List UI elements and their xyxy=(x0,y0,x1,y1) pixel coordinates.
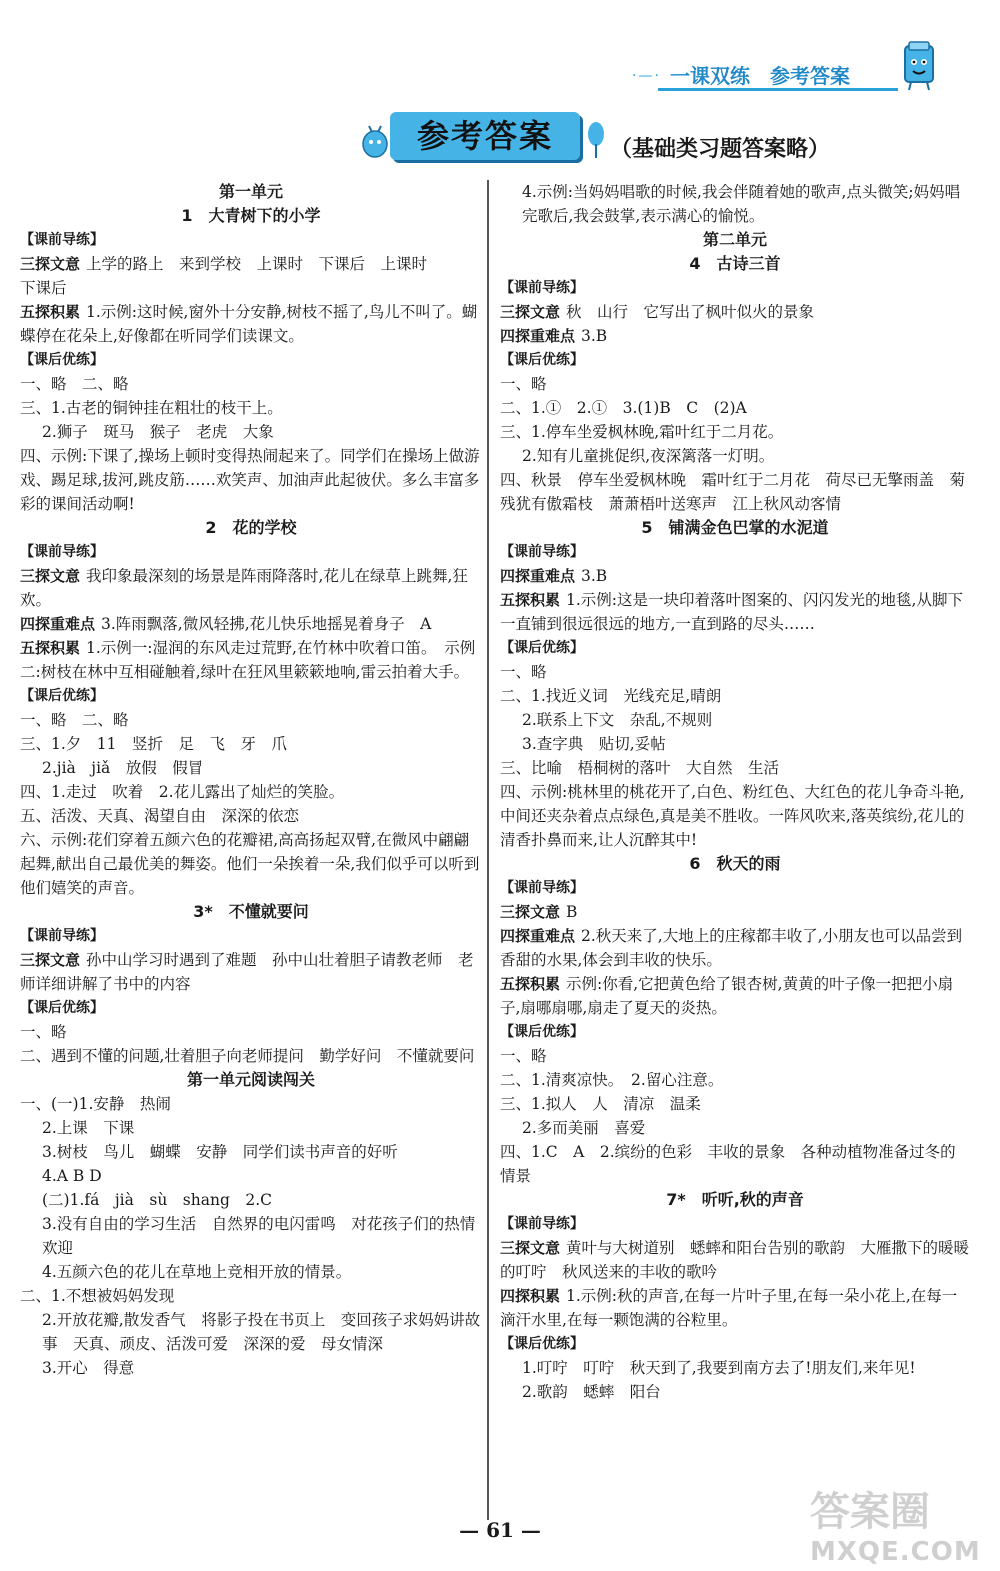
answer-text: 三、比喻 梧桐树的落叶 大自然 生活 xyxy=(500,759,780,777)
answer-text: 3.B xyxy=(581,327,608,345)
answer-line xyxy=(20,444,482,516)
answer-text: 一、(一)1.安静 热闹 xyxy=(20,1095,171,1113)
answer-line xyxy=(20,780,482,804)
answer-text: 四、秋景 停车坐爱枫林晚 霜叶红于二月花 荷尽已无擎雨盖 菊残犹有傲霜枝 萧萧梧叶送寒声 江上秋风动客情 xyxy=(500,471,966,513)
answer-line xyxy=(500,924,970,972)
answer-line xyxy=(20,1212,482,1260)
answer-label: 四探重难点 xyxy=(20,615,96,633)
answer-text: 1.叮咛 叮咛 秋天到了,我要到南方去了!朋友们,来年见! xyxy=(522,1359,916,1377)
answer-line xyxy=(20,1092,482,1116)
answer-line xyxy=(20,708,482,732)
answer-line xyxy=(500,756,970,780)
answer-line xyxy=(20,732,482,756)
section-tag: 【课前导练】 xyxy=(500,880,584,896)
answer-label: 三探文意 xyxy=(500,903,561,921)
answer-line xyxy=(500,396,970,420)
answer-text: 三、1.夕 11 竖折 足 飞 牙 爪 xyxy=(20,735,288,753)
answer-line xyxy=(20,1284,482,1308)
lesson-heading: 6 秋天的雨 xyxy=(689,854,781,873)
answer-line xyxy=(20,1260,482,1284)
section-tag: 【课后优练】 xyxy=(20,1000,104,1016)
answer-label: 三探文意 xyxy=(500,1239,561,1257)
answer-line xyxy=(20,948,482,996)
header-dots: ·—· xyxy=(632,68,661,84)
answer-text: 五、活泼、天真、渴望自由 深深的依恋 xyxy=(20,807,300,825)
answer-line xyxy=(20,804,482,828)
answer-line xyxy=(20,1356,482,1380)
answer-text: 一、略 二、略 xyxy=(20,711,129,729)
answer-text: 1.示例:秋的声音,在每一片叶子里,在每一朵小花上,在每一滴汗水里,在每一颗饱满的谷粒里。 xyxy=(500,1287,958,1329)
answer-line xyxy=(500,1380,970,1404)
answer-label: 四探重难点 xyxy=(500,927,576,945)
answer-text: 3.树枝 鸟儿 蝴蝶 安静 同学们读书声音的好听 xyxy=(42,1143,398,1161)
watermark-top: 答案圈 xyxy=(810,1489,930,1535)
answer-text: 上学的路上 来到学校 上课时 下课后 上课时 xyxy=(86,255,428,273)
section-tag: 【课前导练】 xyxy=(20,928,104,944)
answer-line xyxy=(20,1188,482,1212)
answer-label: 四探积累 xyxy=(500,1287,561,1305)
answer-line xyxy=(20,1308,482,1356)
answer-line xyxy=(20,1140,482,1164)
answer-line xyxy=(20,372,482,396)
answer-text: 2.多而美丽 喜爱 xyxy=(522,1119,646,1137)
answer-text: 六、示例:花们穿着五颜六色的花瓣裙,高高扬起双臂,在微风中翩翩起舞,献出自己最优美的舞姿。他们一朵挨着一朵,我们似乎可以听到他们嬉笑的声音。 xyxy=(20,831,480,897)
answer-text: 秋 山行 它写出了枫叶似火的景象 xyxy=(566,303,815,321)
answer-text: 2.知有儿童挑促织,夜深篱落一灯明。 xyxy=(522,447,775,465)
answer-line xyxy=(20,612,482,636)
watermark-bottom: MXQE.COM xyxy=(810,1537,981,1567)
subtitle: （基础类习题答案略） xyxy=(610,137,831,162)
answer-line xyxy=(20,1164,482,1188)
header-banner xyxy=(630,58,910,94)
answer-line xyxy=(500,300,970,324)
answer-text: 3.没有自由的学习生活 自然界的电闪雷鸣 对花孩子们的热情欢迎 xyxy=(42,1215,476,1257)
answer-text: 二、1.① 2.① 3.(1)B C (2)A xyxy=(500,399,747,417)
answer-line xyxy=(20,396,482,420)
section-tag: 【课前导练】 xyxy=(500,280,584,296)
section-tag: 【课后优练】 xyxy=(20,688,104,704)
answer-text: 二、1.找近义词 光线充足,晴朗 xyxy=(500,687,722,705)
answer-text: 1.示例:这是一块印着落叶图案的、闪闪发光的地毯,从脚下一直铺到很远很远的地方,一直到路的尽头…… xyxy=(500,591,963,633)
answer-text: 2.上课 下课 xyxy=(42,1119,135,1137)
answer-label: 五探积累 xyxy=(500,591,561,609)
title-badge xyxy=(390,112,580,160)
answer-line xyxy=(20,828,482,900)
answer-line xyxy=(500,1284,970,1332)
answer-label: 三探文意 xyxy=(20,567,81,585)
tree-icon xyxy=(586,120,606,160)
header-title: 一课双练 参考答案 xyxy=(670,64,850,88)
answer-line xyxy=(500,444,970,468)
answer-text: 四、示例:桃林里的桃花开了,白色、粉红色、大红色的花儿争奇斗艳,中间还夹杂着点点绿色,真是美不胜收。一阵风吹来,落英缤纷,花儿的清香扑鼻而来,让人沉醉其中! xyxy=(500,783,965,849)
answer-line xyxy=(20,1020,482,1044)
page-number: — 61 — xyxy=(459,1518,541,1542)
answer-label: 五探积累 xyxy=(500,975,561,993)
answer-line xyxy=(500,780,970,852)
watermark xyxy=(810,1480,990,1567)
answer-line xyxy=(20,300,482,348)
answer-line xyxy=(20,420,482,444)
section-tag: 【课前导练】 xyxy=(20,232,104,248)
answer-line xyxy=(500,324,970,348)
answer-line xyxy=(500,660,970,684)
answer-text: 4.五颜六色的花儿在草地上竞相开放的情景。 xyxy=(42,1263,352,1281)
answer-label: 四探重难点 xyxy=(500,327,576,345)
answer-line xyxy=(500,180,970,228)
answer-text: 1.示例:这时候,窗外十分安静,树枝不摇了,鸟儿不叫了。蝴蝶停在花朵上,好像都在听同学们读课文。 xyxy=(20,303,478,345)
page-title: 参考答案 xyxy=(416,117,553,155)
answer-text: 2.秋天来了,大地上的庄稼都丰收了,小朋友也可以品尝到香甜的水果,体会到丰收的快乐。 xyxy=(500,927,963,969)
unit-heading: 第一单元 xyxy=(218,182,283,201)
section-tag: 【课前导练】 xyxy=(500,544,584,560)
answer-text: 我印象最深刻的场景是阵雨降落时,花儿在绿草上跳舞,狂欢。 xyxy=(20,567,468,609)
answer-text: 二、1.不想被妈妈发现 xyxy=(20,1287,175,1305)
answer-text: 下课后 xyxy=(20,279,67,297)
answer-text: 一、略 xyxy=(500,1047,547,1065)
answer-text: 黄叶与大树道别 蟋蟀和阳台告别的歌韵 大雁撒下的暖暖的叮咛 秋风送来的丰收的歌吟 xyxy=(500,1239,970,1281)
answer-line xyxy=(500,468,970,516)
answer-text: 4.A B D xyxy=(42,1167,102,1185)
lesson-heading: 4 古诗三首 xyxy=(689,254,781,273)
unit-heading: 第二单元 xyxy=(702,230,767,249)
section-tag: 【课前导练】 xyxy=(20,544,104,560)
section-tag: 【课后优练】 xyxy=(500,640,584,656)
lesson-heading: 5 铺满金色巴掌的水泥道 xyxy=(641,518,829,537)
answer-line xyxy=(500,1140,970,1188)
book-mascot-icon xyxy=(895,40,943,92)
section-tag: 【课前导练】 xyxy=(500,1216,584,1232)
answer-text: 4.示例:当妈妈唱歌的时候,我会伴随着她的歌声,点头微笑;妈妈唱完歌后,我会鼓掌,表示满心的愉悦。 xyxy=(522,183,961,225)
answer-text: 三、1.拟人 人 清凉 温柔 xyxy=(500,1095,701,1113)
answer-text: 3.B xyxy=(581,567,608,585)
answer-text: 一、略 xyxy=(500,663,547,681)
column-divider xyxy=(487,180,489,1520)
answer-label: 五探积累 xyxy=(20,639,81,657)
right-column xyxy=(500,180,970,1404)
section-tag: 【课后优练】 xyxy=(20,352,104,368)
answer-text: (二)1.fá jià sù shang 2.C xyxy=(42,1191,273,1209)
lesson-heading: 1 大青树下的小学 xyxy=(181,206,321,225)
answer-label: 三探文意 xyxy=(500,303,561,321)
answer-text: 二、遇到不懂的问题,壮着胆子向老师提问 勤学好问 不懂就要问 xyxy=(20,1047,475,1065)
lesson-heading: 7* 听听,秋的声音 xyxy=(666,1190,804,1209)
answer-line xyxy=(500,1068,970,1092)
answer-line xyxy=(20,1044,482,1068)
answer-text: 2.jià jiǎ 放假 假冒 xyxy=(42,759,204,777)
answer-text: 示例:你看,它把黄色给了银杏树,黄黄的叶子像一把把小扇子,扇哪扇哪,扇走了夏天的炎热。 xyxy=(500,975,954,1017)
answer-line xyxy=(500,972,970,1020)
section-tag: 【课后优练】 xyxy=(500,1336,584,1352)
answer-text: 四、1.走过 吹着 2.花儿露出了灿烂的笑脸。 xyxy=(20,783,345,801)
lesson-heading: 第一单元阅读闯关 xyxy=(186,1070,315,1089)
answer-line xyxy=(500,1236,970,1284)
answer-text: 3.开心 得意 xyxy=(42,1359,135,1377)
answer-line xyxy=(20,252,482,276)
answer-line xyxy=(500,1356,970,1380)
answer-text: 2.歌韵 蟋蟀 阳台 xyxy=(522,1383,661,1401)
header-underline xyxy=(658,88,898,91)
answer-text: 3.阵雨飘落,微风轻拂,花儿快乐地摇晃着身子 A xyxy=(101,615,432,633)
answer-label: 三探文意 xyxy=(20,951,81,969)
cartoon-character-icon xyxy=(360,118,390,160)
title-block xyxy=(360,112,880,172)
answer-text: 2.狮子 斑马 猴子 老虎 大象 xyxy=(42,423,274,441)
answer-line xyxy=(500,732,970,756)
section-tag: 【课后优练】 xyxy=(500,1024,584,1040)
answer-text: 三、1.停车坐爱枫林晚,霜叶红于二月花。 xyxy=(500,423,784,441)
answer-label: 五探积累 xyxy=(20,303,81,321)
answer-text: 孙中山学习时遇到了难题 孙中山壮着胆子请教老师 老师详细讲解了书中的内容 xyxy=(20,951,474,993)
answer-text: B xyxy=(566,903,578,921)
answer-line xyxy=(20,564,482,612)
answer-line xyxy=(500,1116,970,1140)
answer-line xyxy=(500,1044,970,1068)
answer-text: 四、示例:下课了,操场上顿时变得热闹起来了。同学们在操场上做游戏、踢足球,拔河,跳皮筋……欢笑声、加油声此起彼伏。多么丰富多彩的课间活动啊! xyxy=(20,447,480,513)
answer-text: 1.示例一:湿润的东风走过荒野,在竹林中吹着口笛。 示例二:树枝在林中互相碰触着,绿叶在狂风里簌簌地响,雷云拍着大手。 xyxy=(20,639,476,681)
left-column xyxy=(20,180,482,1380)
answer-line xyxy=(20,276,482,300)
answer-line xyxy=(500,708,970,732)
section-tag: 【课后优练】 xyxy=(500,352,584,368)
answer-line xyxy=(500,588,970,636)
answer-line xyxy=(500,900,970,924)
answer-line xyxy=(500,564,970,588)
answer-text: 一、略 xyxy=(20,1023,67,1041)
answer-text: 二、1.清爽凉快。 2.留心注意。 xyxy=(500,1071,724,1089)
answer-text: 一、略 xyxy=(500,375,547,393)
answer-line xyxy=(20,1116,482,1140)
answer-text: 2.联系上下文 杂乱,不规则 xyxy=(522,711,713,729)
lesson-heading: 3* 不懂就要问 xyxy=(193,902,309,921)
lesson-heading: 2 花的学校 xyxy=(205,518,297,537)
answer-line xyxy=(20,636,482,684)
answer-text: 四、1.C A 2.缤纷的色彩 丰收的景象 各种动植物准备过冬的情景 xyxy=(500,1143,956,1185)
answer-line xyxy=(500,372,970,396)
answer-line xyxy=(500,684,970,708)
answer-text: 3.查字典 贴切,妥帖 xyxy=(522,735,666,753)
answer-line xyxy=(500,420,970,444)
answer-label: 四探重难点 xyxy=(500,567,576,585)
answer-text: 2.开放花瓣,散发香气 将影子投在书页上 变回孩子求妈妈讲故事 天真、顽皮、活泼可爱 深深的爱 母女情深 xyxy=(42,1311,481,1353)
answer-line xyxy=(20,756,482,780)
answer-text: 一、略 二、略 xyxy=(20,375,129,393)
answer-text: 三、1.古老的铜钟挂在粗壮的枝干上。 xyxy=(20,399,283,417)
answer-label: 三探文意 xyxy=(20,255,81,273)
answer-line xyxy=(500,1092,970,1116)
